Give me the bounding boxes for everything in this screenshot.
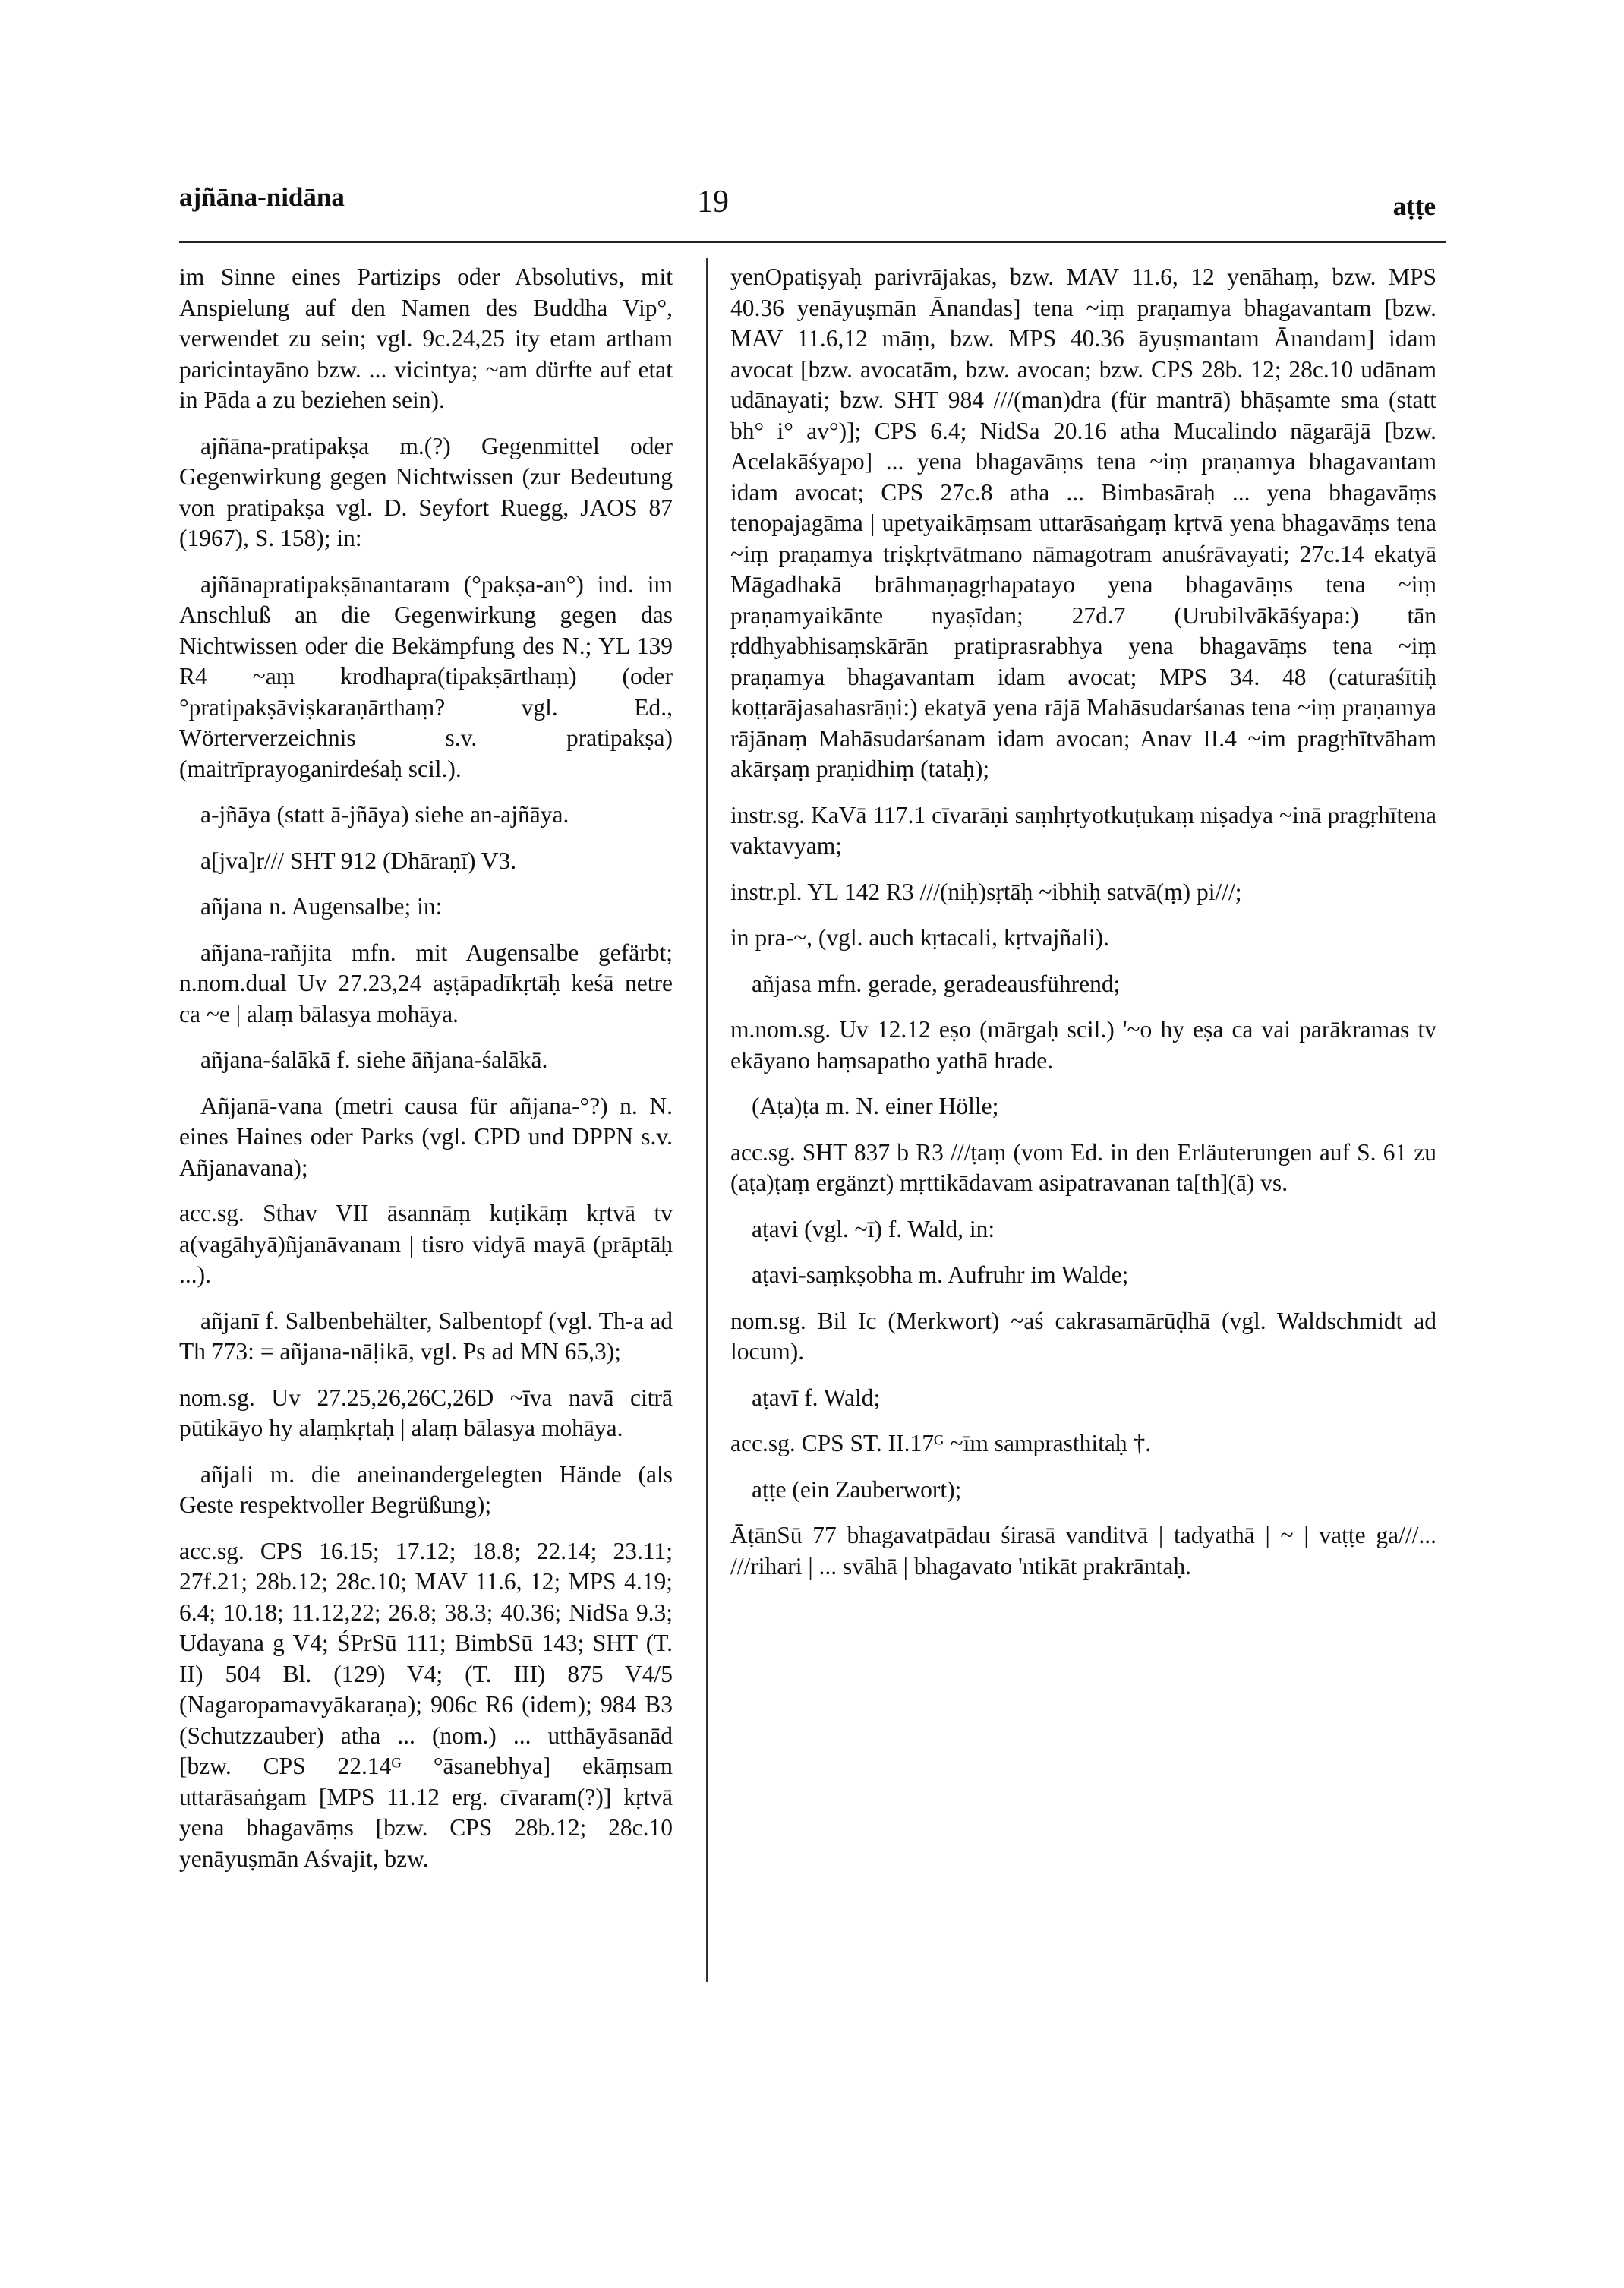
header-rule	[179, 241, 1446, 243]
header-right-entry: aṭṭe	[1392, 191, 1436, 221]
entry-ajvar: a[jva]r/// SHT 912 (Dhāraṇī) V3.	[200, 847, 517, 874]
page-number: 19	[697, 185, 729, 219]
entry-anjali-instr-pl: instr.pl. YL 142 R3 ///(niḥ)sṛtāḥ ~ibhiḥ satvā(ṃ) pi///;	[730, 878, 1242, 905]
entry-atata: (Aṭa)ṭa m. N. einer Hölle;	[752, 1093, 999, 1119]
entry-anjasa-citation: m.nom.sg. Uv 12.12 eṣo (mārgaḥ scil.) '~o hy eṣa ca vai parākramas tv ekāyano haṃsapatho yathā hrade.	[730, 1016, 1436, 1074]
entry-anjali-compounds: in pra-~, (vgl. auch kṛtacali, kṛtvajñali).	[730, 924, 1109, 951]
entry-anjasa: añjasa mfn. gerade, geradeausführend;	[752, 970, 1121, 997]
entry-atte-citation: ĀṭānSū 77 bhagavatpādau śirasā vanditvā | tadyathā | ~ | vaṭṭe ga///... ///rihari | ... svāhā | bhagavato 'ntikāt prakrāntaḥ.	[730, 1522, 1436, 1580]
running-header	[0, 182, 1624, 228]
entry-ajnana-pratipaksa: ajñāna-pratipakṣa m.(?) Gegenmittel oder Gegenwirkung gegen Nichtwissen (zur Bedeutung von pratipakṣa vgl. D. Seyfort Ruegg, JAOS 87 (1967), S. 158); in:	[179, 432, 673, 551]
entry-anjana: añjana n. Augensalbe; in:	[200, 893, 443, 920]
entry-ajnanapratipaksanantaram: ajñānapratipakṣānantaram (°pakṣa-an°) ind. im Anschluß an die Gegenwirkung gegen das Nichtwissen oder die Bekämpfung des N.; YL 139 R4 ~aṃ krodhapra(tipakṣārthaṃ) (oder °pratipakṣāviṣkaraṇārthaṃ? vgl. Ed., Wörterverzeichnis s.v. pratipakṣa) (maitrīprayoganirdeśaḥ scil.).	[179, 570, 673, 782]
entry-anjali: añjali m. die aneinandergelegten Hände (als Geste respektvoller Begrüßung);	[179, 1460, 673, 1518]
entry-atavi-samksobha-citation: nom.sg. Bil Ic (Merkwort) ~aś cakrasamārūḍhā (vgl. Waldschmidt ad locum).	[730, 1307, 1436, 1365]
entry-anjana-vana-citation: acc.sg. Sthav VII āsannāṃ kuṭikāṃ kṛtvā tv a(vagāhyā)ñjanāvanam | tisro vidyā mayā (prāptāḥ ...).	[179, 1200, 673, 1288]
header-left-entry: ajñāna-nidāna	[179, 182, 345, 212]
entry-anjali-instr-sg: instr.sg. KaVā 117.1 cīvarāṇi saṃhṛtyotkuṭukaṃ niṣadya ~inā pragṛhītena vaktavyam;	[730, 801, 1436, 859]
entry-a-jnaya: a-jñāya (statt ā-jñāya) siehe an-ajñāya.	[200, 801, 569, 828]
entry-atavi-samksobha: aṭavi-saṃkṣobha m. Aufruhr im Walde;	[752, 1261, 1129, 1288]
entry-anjali-continuation: yenOpatiṣyaḥ parivrājakas, bzw. MAV 11.6, 12 yenāhaṃ, bzw. MPS 40.36 yenāyuṣmān Ānandas] tena ~iṃ praṇamya bhagavantam [bzw. MAV 11.6,12 māṃ, bzw. MPS 40.36 āyuṣmantam Ānandam] idam avocat [bzw. avocatām, bzw. avocan; bzw. CPS 28b. 12; 28c.10 udānam udānayati; bzw. SHT 984 ///(man)dra (für mantrā) bhāṣamte sma (statt bh° i° av°)]; CPS 6.4; NidSa 20.16 atha Mucalindo nāgarājā [bzw. Acelakāśyapo] ... yena bhagavāṃs tena ~iṃ praṇamya bhagavantam idam avocat; CPS 27c.8 atha ... Bimbasāraḥ ... yena bhagavāṃs tenopajagāma | upetyaikāṃsam uttarāsaṅgaṃ kṛtvā yena bhagavāṃs tena ~iṃ praṇamya triṣkṛtvātmano nāmagotram anuśrāvayati; 27c.14 ekatyā Māgadhakā brāhmaṇagṛhapatayo yena bhagavāṃs tena ~iṃ praṇamyaikānte nyaṣīdan; 27d.7 (Urubilvākāśyapa:) tān ṛddhyabhisaṃskārān pratiprasrabhya yena bhagavāṃs tena ~iṃ praṇamya bhagavantam idam avocat; MPS 34. 48 (caturaśītiḥ koṭṭarājasahasrāṇi:) ekatyā yena rājā Mahāsudarśanas tena ~iṃ praṇamya rājānaṃ Mahāsudarśanam idam avocan; Anav II.4 ~im pragṛhītvāham akārṣaṃ praṇidhiṃ (tataḥ);	[730, 264, 1436, 782]
column-divider	[706, 258, 708, 1982]
entry-anjani-citation: nom.sg. Uv 27.25,26,26C,26D ~īva navā citrā pūtikāyo hy alaṃkṛtaḥ | alaṃ bālasya mohāya.	[179, 1384, 673, 1441]
entry-atte: aṭṭe (ein Zauberwort);	[752, 1475, 962, 1503]
entry-anjani: añjanī f. Salbenbehälter, Salbentopf (vgl. Th-a ad Th 773: = añjana-nāḷikā, vgl. Ps ad MN 65,3);	[179, 1307, 673, 1365]
left-column	[179, 262, 673, 1889]
entry-anjana-salaka: añjana-śalākā f. siehe āñjana-śalākā.	[200, 1046, 548, 1073]
entry-atavi-f: aṭavī f. Wald;	[752, 1384, 881, 1411]
entry-atavi-f-citation: acc.sg. CPS ST. II.17ᴳ ~īm samprasthitaḥ †.	[730, 1430, 1152, 1456]
entry-anjana-vana: Añjanā-vana (metri causa für añjana-°?) n. N. eines Haines oder Parks (vgl. CPD und DPPN s.v. Añjanavana);	[179, 1092, 673, 1181]
entry-anjana-ranjita: añjana-rañjita mfn. mit Augensalbe gefärbt; n.nom.dual Uv 27.23,24 aṣṭāpadīkṛtāḥ keśā netre ca ~e | alaṃ bālasya mohāya.	[179, 939, 673, 1027]
entry-atavi: aṭavi (vgl. ~ī) f. Wald, in:	[752, 1215, 995, 1242]
entry-continuation: im Sinne eines Partizips oder Absolutivs, mit Anspielung auf den Namen des Buddha Vip°, verwendet zu sein; vgl. 9c.24,25 ity etam artham paricintayāno bzw. ... vicintya; ~am dürfte auf etat in Pāda a zu beziehen sein).	[179, 264, 673, 413]
entry-atata-citation: acc.sg. SHT 837 b R3 ///ṭaṃ (vom Ed. in den Erläuterungen auf S. 61 zu (aṭa)ṭaṃ ergänzt) mṛttikādavam asipatravanan ta[th](ā) vs.	[730, 1138, 1436, 1196]
entry-anjali-citation: acc.sg. CPS 16.15; 17.12; 18.8; 22.14; 23.11; 27f.21; 28b.12; 28c.10; MAV 11.6, 12; MPS 4.19; 6.4; 10.18; 11.12,22; 26.8; 38.3; 40.36; NidSa 9.3; Udayana g V4; ŚPrSū 111; BimbSū 143; SHT (T. II) 504 Bl. (129) V4; (T. III) 875 V4/5 (Nagaropamavyākaraṇa); 906c R6 (idem); 984 B3 (Schutzzauber) atha ... (nom.) ... utthāyāsanād [bzw. CPS 22.14ᴳ °āsanebhya] ekāṃsam uttarāsaṅgam [MPS 11.12 erg. cīvaram(?)] kṛtvā yena bhagavāṃs [bzw. CPS 28b.12; 28c.10 yenāyuṣmān Aśvajit, bzw.	[179, 1537, 673, 1872]
right-column	[730, 262, 1436, 1597]
